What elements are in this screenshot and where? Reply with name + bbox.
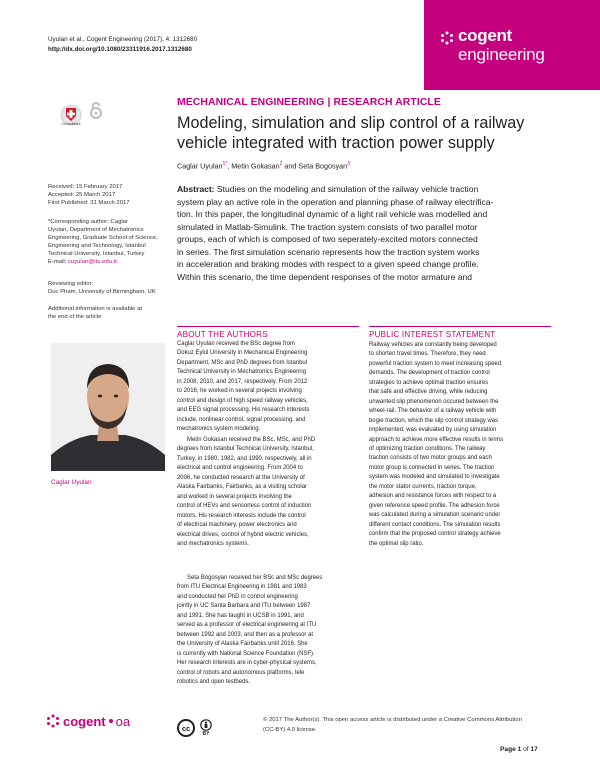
bio-line: electrical drives, control of hybrid electric vehicles, (177, 531, 309, 538)
pis-line: of optimizing traction conditions. The railway (369, 445, 486, 452)
public-interest-statement (369, 341, 549, 549)
photo-caption: Caglar Uyulan (51, 479, 92, 486)
pis-line: bogie traction, which the slip control strategy was (369, 417, 499, 424)
corr-line: Engineering and Technology, Istanbul (48, 243, 146, 250)
abstract-line: groups, each of which is composed of two seperately-excited motors connected (177, 234, 478, 245)
bio-line: of electrical machinery, power electronics and (177, 522, 297, 529)
page-label: Page (500, 746, 518, 753)
pis-line: motor group is connected in series. The traction (369, 464, 495, 471)
abstract-line: in series. The first simulation scenario represents how the traction system works (177, 246, 480, 257)
pis-line: unwanted slip phenomenon occured between the (369, 398, 499, 405)
person-icon (200, 719, 212, 731)
bio-line: to 2016, he worked in several projects involving (177, 388, 302, 395)
pis-line: the motor stator currents, traction torque, (369, 483, 477, 490)
bio-line: robotics and open testbeds. (177, 678, 250, 685)
section-label: MECHANICAL ENGINEERING | RESEARCH ARTICLE (177, 97, 441, 108)
bio-line: between 1992 and 2003, and then as a professor at (177, 631, 314, 638)
brand-name: cogent (458, 26, 512, 45)
bio-line: Her research interests are in cyber-physical systems, (177, 660, 317, 667)
reviewer-name: Duc Pham, University of Birmingham, UK (48, 289, 156, 296)
bio-line: Department, MSc and PhD degrees from Istanbul (177, 359, 308, 366)
corr-line: *Corresponding author: Caglar (48, 219, 128, 225)
author-sep-2: and (282, 161, 299, 171)
article-dates (48, 183, 166, 207)
pis-line: implemented, was evaluated by using simulation (369, 427, 497, 434)
pis-line: wheel-rail. The behavior of a railway vehicle with (369, 408, 497, 415)
author-2[interactable]: Metin Gokasan (231, 161, 280, 171)
pis-line: adhesion and resistance forces with respect to a (369, 493, 497, 500)
reviewing-editor (48, 280, 166, 296)
page-total: 17 (530, 746, 538, 753)
cogent-oa-logo[interactable] (46, 713, 130, 729)
abstract-line: system play an active role in the operation and planning phase of railway electrifica- (177, 196, 494, 207)
author-bio-bogosyan (177, 574, 359, 687)
attribution-icon (200, 719, 212, 737)
author-2-affil[interactable]: 2 (279, 161, 283, 167)
page-of: of (521, 746, 531, 753)
additional-line-2: the end of the article (48, 314, 102, 321)
license-line-2: (CC-BY) 4.0 license. (263, 726, 317, 733)
license-line-1: © 2017 The Author(s). This open access article is distributed under a Creative Commons Attribution (263, 717, 522, 723)
abstract (177, 183, 542, 283)
abstract-line: Within this scenario, the time dependent responses of the motor armature and (177, 271, 473, 282)
bio-line: control of HEVs and sensorless control of induction (177, 503, 312, 510)
bio-line: Dokuz Eylul University in Mechanical Engineering (177, 350, 308, 357)
open-access-lock-icon (89, 101, 103, 119)
author-sep-1: , (227, 161, 232, 171)
pis-line: Railway vehicles are constantly being developed (369, 342, 497, 348)
pis-line: strategies to achieve optimal traction ensures (369, 379, 489, 386)
author-portrait-image (51, 343, 165, 471)
accepted-date: Accepted: 25 March 2017 (48, 192, 116, 199)
abstract-line: tion. In this paper, the longitudinal dynamic of a light rail vehicle was modelled and (177, 209, 488, 220)
bio-line: Caglar Uyulan received the BSc degree from (177, 341, 295, 347)
pis-line: the optimal slip ratio. (369, 540, 424, 547)
abstract-line: in acceleration and braking modes with respect to a given speed change profile. (177, 259, 479, 270)
bio-line: and mechatronics systems. (177, 540, 249, 547)
published-date: First Published: 31 March 2017 (48, 200, 130, 207)
title-line-1: Modeling, simulation and slip control of a railway (177, 114, 525, 132)
license-statement (263, 716, 553, 735)
author-photo (51, 343, 165, 471)
pis-line: to shorten travel times. Therefore, they need (369, 351, 486, 358)
title-line-2: vehicle integrated with traction power supply (177, 133, 495, 152)
author-list (177, 161, 350, 170)
cogent-oa-brand: cogent (63, 713, 106, 729)
bio-line: jointly in UC Santa Barbara and ITU between 1987 (177, 603, 311, 610)
citation-block (48, 35, 197, 54)
pis-line: that safe and effective driving, while reducing (369, 389, 488, 396)
about-authors-header: ABOUT THE AUTHORS (177, 330, 268, 339)
pis-line: given reference speed profile. The adhesion force (369, 502, 500, 509)
cogent-oa-separator-icon (109, 719, 113, 723)
cogent-oa-suffix: oa (115, 713, 131, 729)
email-line (48, 258, 166, 266)
page-current: 1 (517, 746, 522, 753)
bio-line: Turkey, in 1980, 1982, and 1990, respectively, all in (177, 455, 312, 462)
author-bio-gokasan (177, 436, 359, 549)
bio-line: is currently with National Science Foundation (NSF). (177, 650, 315, 657)
bio-line: in 2008, 2010, and 2017, respectively. From 2012 (177, 378, 308, 385)
bio-line: control of robots and autonomous platforms, tele (177, 669, 305, 676)
citation-line-1: Uyulan et al., Cogent Engineering (2017), 4: 1312680 (48, 36, 198, 43)
corr-line: Uyulan, Department of Mechatronics (48, 227, 144, 234)
pis-line: confirm that the proposed control strategy achieve (369, 531, 501, 538)
bio-line: Alaska Fairbanks, Fairbanks, as a visiting scholar (177, 484, 308, 491)
received-date: Received: 15 February 2017 (48, 184, 123, 190)
abstract-line: simulated in Matlab-Simulink. The traction system consists of two parallel motor (177, 221, 478, 232)
bio-line: 2006, he conducted research at the University of (177, 474, 305, 481)
bio-line: mechatronics system modeling. (177, 426, 261, 433)
bio-line: Metin Gokasan received the BSc, MSc, and PhD (187, 437, 316, 443)
about-divider (177, 326, 359, 327)
bio-line: include, nonlinear control, signal processing, and (177, 416, 306, 423)
brand-subtitle: engineering (458, 45, 545, 64)
pis-line: demands. The development of traction control (369, 370, 490, 377)
author-3-affil[interactable]: 3 (347, 161, 350, 167)
bio-line: Seta Bogosyan received her BSc and MSc degrees (187, 575, 323, 581)
pis-line: different contact conditions. The simulation results (369, 521, 501, 528)
public-interest-header: PUBLIC INTEREST STATEMENT (369, 330, 496, 339)
author-bio-uyulan (177, 340, 359, 435)
corr-line: Engineering, Graduate School of Science, (48, 235, 158, 242)
pis-line: was calculated during a simulation scenario under (369, 512, 501, 519)
corresponding-author (48, 218, 166, 267)
bio-line: and worked in several projects involving the (177, 493, 292, 500)
bio-line: and 1991. She has taught in UCSB in 1991, and (177, 612, 304, 619)
pis-line: powerful traction system to meet increasing speed (369, 360, 502, 367)
bio-line: and conducted her PhD in control engineering (177, 593, 298, 600)
bio-line: control and design of high speed railway vehicles, (177, 397, 308, 404)
pis-line: system was modeled and simulated to investigate (369, 474, 500, 481)
bio-line: electrical and control engineering. From 2004 to (177, 465, 303, 472)
author-1-affil[interactable]: 1* (222, 161, 228, 167)
bio-line: and EEG signal processing. His research interests (177, 407, 310, 414)
article-title (177, 114, 537, 153)
pis-divider (369, 326, 551, 327)
bio-line: Technical University in Mechatronics Engineering (177, 369, 307, 376)
crossmark-label: CrossMark (61, 121, 81, 126)
author-3[interactable]: Seta Bogosyan (298, 161, 348, 171)
cc-icon (177, 719, 195, 737)
pis-line: approach to achieve more effective results in terms (369, 436, 504, 443)
by-label: BY (202, 731, 210, 737)
bio-line: served as a professor of electrical engineering at ITU (177, 622, 317, 629)
bio-line: the University of Alaska Fairbanks until 2016. She (177, 641, 308, 648)
email-label: E-mail: (48, 259, 68, 266)
cogent-logo-icon (440, 31, 454, 45)
cc-by-license-badge[interactable] (177, 717, 247, 739)
bio-line: from ITU Electrical Engineering in 1981 and 1983 (177, 584, 307, 591)
journal-brand-box[interactable] (424, 0, 600, 90)
reviewing-label: Reviewing editor: (48, 281, 94, 287)
cc-icon-text: cc (181, 723, 191, 733)
page-number (500, 746, 538, 753)
pis-line: traction consists of two motor groups and each (369, 455, 492, 462)
abstract-line: Studies on the modeling and simulation of the railway vehicle traction (214, 184, 479, 194)
email-link[interactable]: cuyulan@itu.edu.tr (67, 259, 118, 266)
bio-line: motors. His research interests include the control (177, 512, 306, 519)
cogent-oa-dots-icon (46, 714, 60, 728)
corr-line: Technical University, Istanbul, Turkey (48, 251, 145, 258)
author-1[interactable]: Caglar Uyulan (177, 161, 223, 171)
additional-info (48, 305, 166, 321)
doi-link[interactable]: http://dx.doi.org/10.1080/23311916.2017.1312680 (48, 45, 192, 53)
abstract-label: Abstract: (177, 184, 215, 194)
bio-line: degrees from Istanbul Technical University, Istanbul, (177, 446, 314, 453)
additional-line-1: Additional information is available at (48, 306, 142, 312)
